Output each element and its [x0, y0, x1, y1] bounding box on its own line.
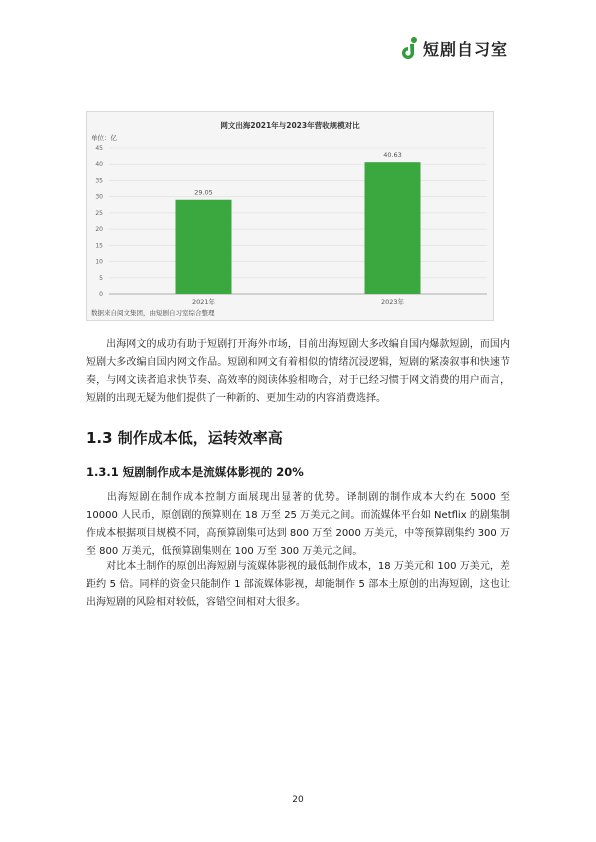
page-number: 20: [292, 795, 304, 805]
chart-title: 网文出海2021年与2023年营收规模对比: [220, 121, 360, 130]
chart-source: 数据来自阅文集团，由短剧自习室综合整理: [91, 309, 215, 317]
bar: [365, 162, 421, 294]
y-tick-label: 20: [95, 226, 103, 234]
bar-chart-svg: [87, 112, 493, 320]
x-tick-label: 2023年: [380, 298, 405, 306]
y-tick-label: 30: [95, 193, 103, 201]
subsection-heading: 1.3.1 短剧制作成本是流媒体影视的 20%: [86, 465, 304, 479]
chart-unit-label: 单位：亿: [91, 134, 117, 142]
revenue-chart: [86, 111, 494, 321]
brand-logo: [401, 36, 508, 60]
bar-value-label: 29.05: [194, 188, 213, 197]
y-tick-label: 15: [95, 242, 103, 250]
logo-text: 短剧自习室: [422, 39, 508, 59]
section-heading: 1.3 制作成本低，运转效率高: [86, 429, 283, 447]
x-tick-label: 2021年: [191, 298, 216, 306]
paragraph-2: 出海短剧在制作成本控制方面展现出显著的优势。译制剧的制作成本大约在 5000 至 10000 人民币，原创剧的预算则在 18 万至 25 万美元之间。而流媒体平台如 Netflix 的剧集制作成本根据项目规模不同，高预算剧集可达到 800 万至 2000 万美元，中等预算剧集约 300 万至 800 万美元，低预算剧集则在 100 万至 300 万美元之间。: [86, 492, 510, 557]
y-tick-label: 35: [95, 177, 103, 185]
y-tick-label: 10: [95, 258, 103, 266]
bar: [176, 200, 232, 294]
y-tick-label: 0: [99, 291, 103, 298]
logo-mark-icon: [401, 36, 419, 60]
y-tick-label: 25: [95, 209, 103, 217]
paragraph-1: 出海网文的成功有助于短剧打开海外市场，目前出海短剧大多改编自国内爆款短剧，而国内短剧大多改编自国内网文作品。短剧和网文有着相似的情绪沉浸逻辑，短剧的紧凑叙事和快速节奏，与网文读者追求快节奏、高效率的阅读体验相吻合，对于已经习惯于网文消费的用户而言，短剧的出现无疑为他们提供了一种新的、更加生动的内容消费选择。: [86, 339, 510, 404]
y-tick-label: 45: [95, 145, 103, 152]
paragraph-3: 对比本土制作的原创出海短剧与流媒体影视的最低制作成本，18 万美元和 100 万美元，差距约 5 倍。同样的资金只能制作 1 部流媒体影视，却能制作 5 部本土原创的出海短剧，这也让出海短剧的风险相对较低，容错空间相对大很多。: [86, 561, 510, 608]
y-tick-label: 5: [99, 274, 103, 282]
bar-value-label: 40.63: [383, 151, 402, 160]
y-tick-label: 40: [95, 161, 103, 169]
